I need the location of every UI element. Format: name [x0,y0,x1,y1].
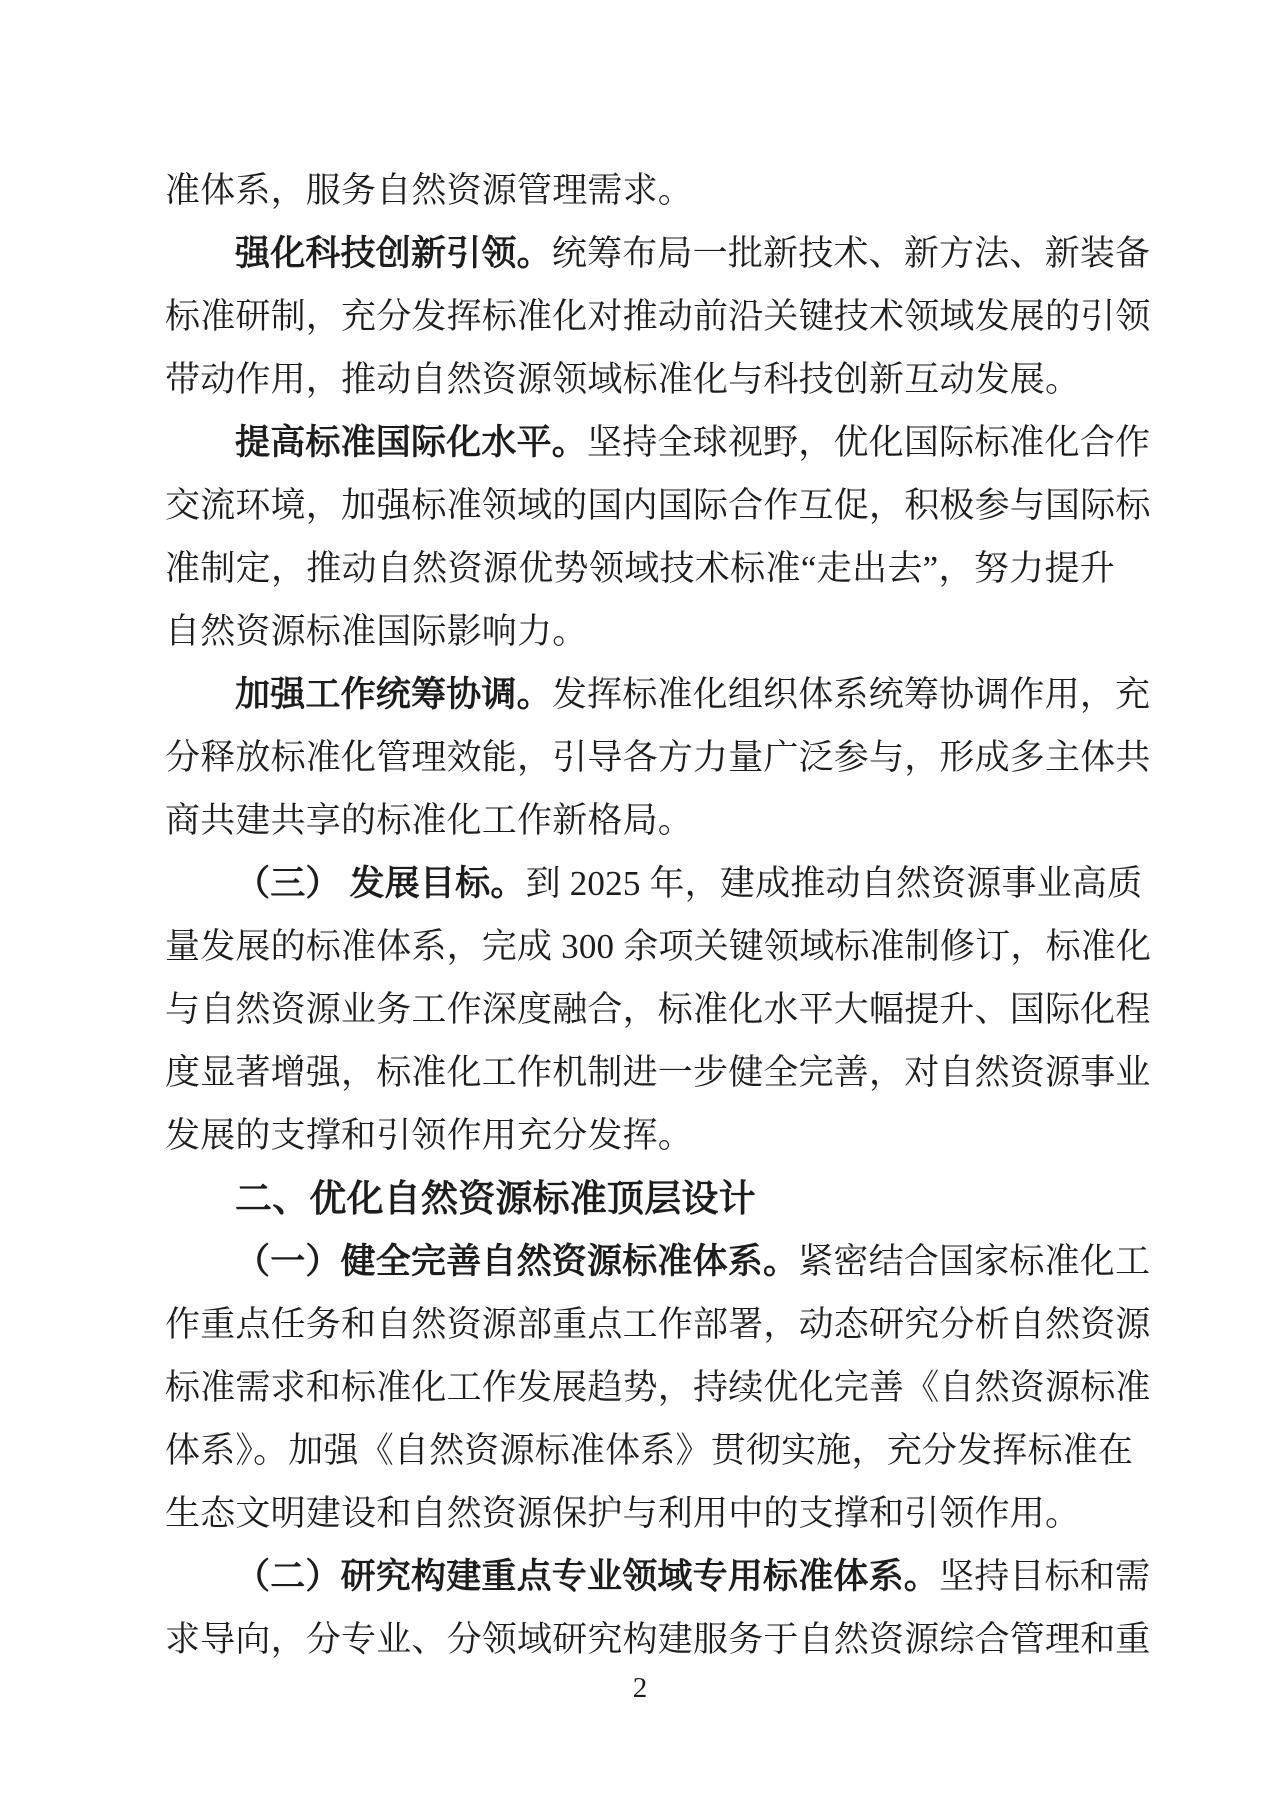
section-heading [165,1167,1115,1230]
text-line [165,600,1115,663]
line-text: 交流环境，加强标准领域的国内国际合作互促，积极参与国际标 [165,486,1151,525]
text-line [165,1293,1151,1356]
line-text: 与自然资源业务工作深度融合，标准化水平大幅提升、国际化程 [165,990,1151,1029]
text-line [165,789,1115,852]
line-text: 生态文明建设和自然资源保护与利用中的支撑和引领作用。 [165,1494,1081,1533]
paragraph-lead: 强化科技创新引领。 [235,234,552,273]
text-line [165,1545,1151,1608]
line-text: 坚持全球视野，优化国际标准化合作 [587,423,1151,462]
line-text: 自然资源标准国际影响力。 [165,612,588,651]
line-text: 带动作用，推动自然资源领域标准化与科技创新互动发展。 [165,360,1081,399]
text-line [165,726,1151,789]
text-line [165,978,1151,1041]
line-text: 发展的支撑和引领作用充分发挥。 [165,1116,694,1155]
text-line [165,222,1151,285]
heading-text: 二、优化自然资源标准顶层设计 [235,1178,756,1219]
line-text: 分释放标准化管理效能，引导各方力量广泛参与，形成多主体共 [165,738,1151,777]
line-text: 体系》。加强《自然资源标准体系》贯彻实施，充分发挥标准在 [165,1431,1134,1470]
line-text: 求导向，分专业、分领域研究构建服务于自然资源综合管理和重 [165,1620,1151,1659]
text-line [165,1608,1151,1671]
line-text: 到 2025 年，建成推动自然资源事业高质 [525,864,1143,903]
page-number: 2 [632,1672,648,1704]
paragraph-lead: （三） 发展目标。 [235,864,526,903]
line-text: 准制定，推动自然资源优势领域技术标准“走出去”，努力提升 [165,549,1115,588]
text-line [165,411,1151,474]
document-text-block [165,159,1152,1671]
text-line [165,1104,1115,1167]
paragraph-lead: 加强工作统筹协调。 [235,675,552,714]
paragraph-lead: （一）健全完善自然资源标准体系。 [235,1242,799,1281]
line-text: 标准需求和标准化工作发展趋势，持续优化完善《自然资源标准 [165,1368,1151,1407]
text-line [165,1482,1115,1545]
line-text: 坚持目标和需 [939,1557,1151,1596]
line-text: 标准研制，充分发挥标准化对推动前沿关键技术领域发展的引领 [165,297,1151,336]
line-text: 紧密结合国家标准化工 [798,1242,1151,1281]
line-text: 统筹布局一批新技术、新方法、新装备 [551,234,1151,273]
text-line [165,474,1151,537]
text-line [165,1041,1151,1104]
line-text: 发挥标准化组织体系统筹协调作用，充 [551,675,1151,714]
text-line [165,852,1143,915]
text-line [165,1356,1151,1419]
text-line [165,159,1115,222]
line-text: 量发展的标准体系，完成 300 余项关键领域标准制修订，标准化 [165,927,1152,966]
text-line [165,1419,1134,1482]
text-line [165,348,1115,411]
text-line [165,537,1115,600]
paragraph-lead: （二）研究构建重点专业领域专用标准体系。 [235,1557,940,1596]
line-text: 商共建共享的标准化工作新格局。 [165,801,694,840]
text-line [165,1230,1151,1293]
paragraph-lead: 提高标准国际化水平。 [235,423,588,462]
text-line [165,285,1151,348]
line-text: 作重点任务和自然资源部重点工作部署，动态研究分析自然资源 [165,1305,1151,1344]
line-text: 准体系，服务自然资源管理需求。 [165,171,694,210]
text-line [165,663,1151,726]
line-text: 度显著增强，标准化工作机制进一步健全完善，对自然资源事业 [165,1053,1151,1092]
text-line [165,915,1152,978]
